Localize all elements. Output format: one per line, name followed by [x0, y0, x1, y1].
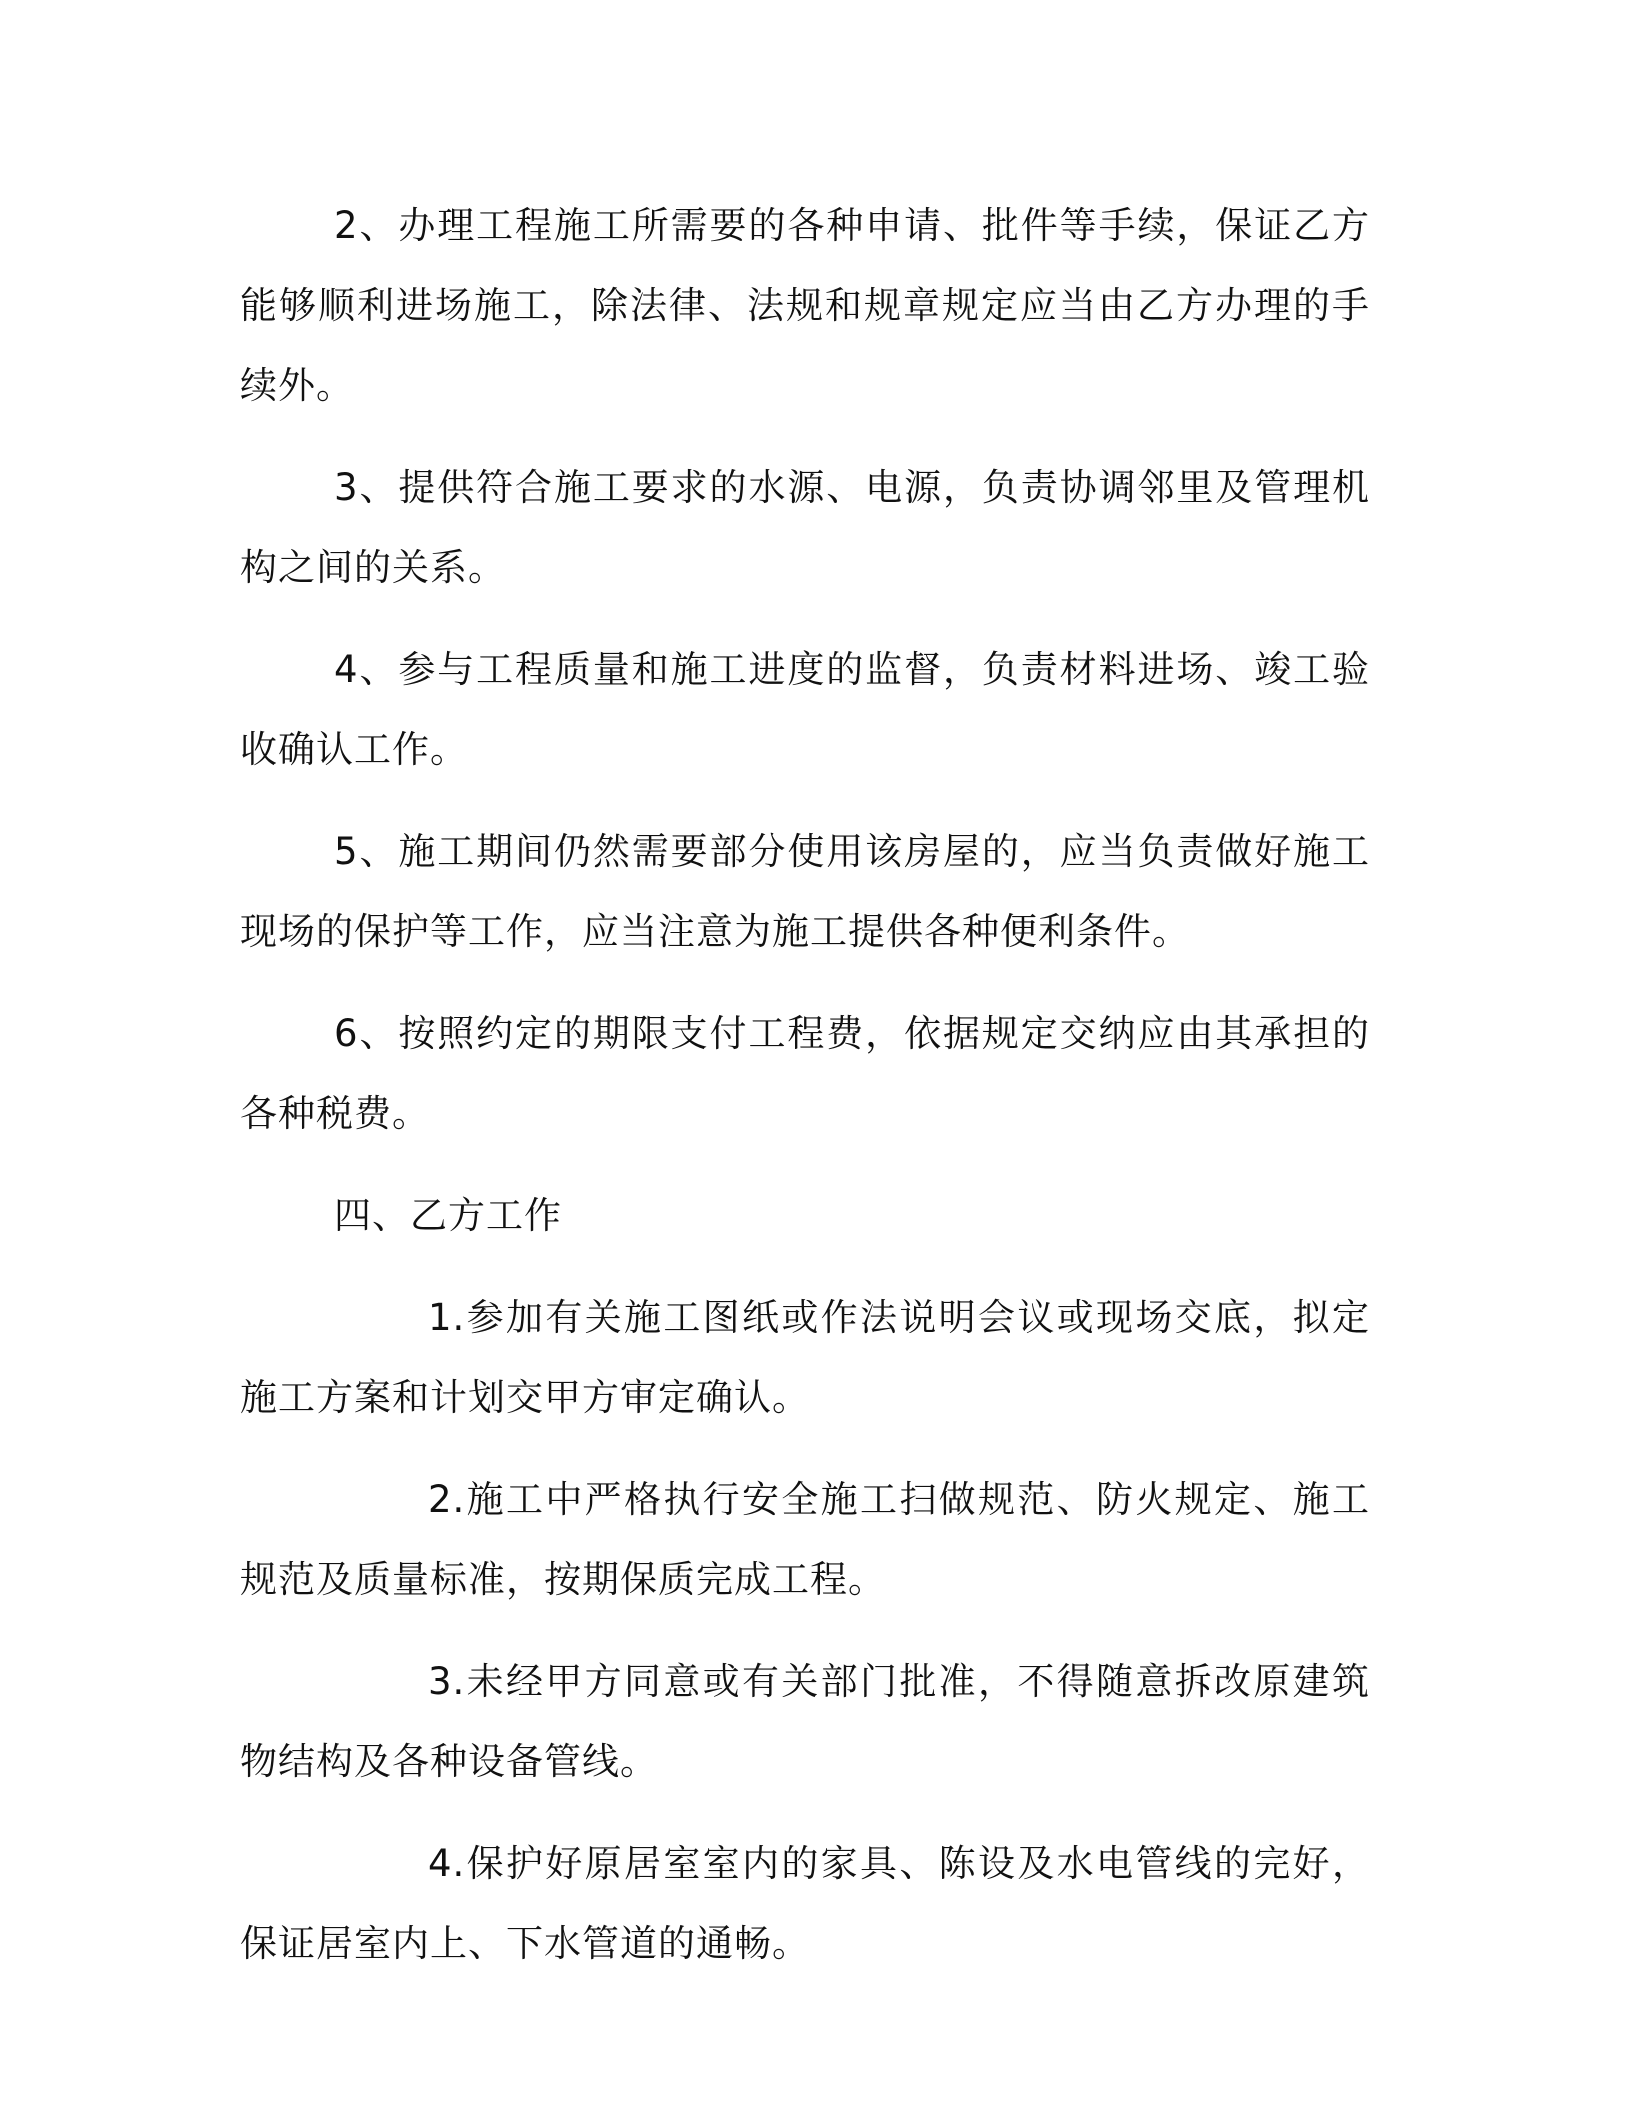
paragraph-party-b-item-2: 2.施工中严格执行安全施工扫做规范、防火规定、施工规范及质量标准，按期保质完成工程。 [240, 1478, 1370, 1601]
paragraph-party-a-item-3: 3、提供符合施工要求的水源、电源，负责协调邻里及管理机构之间的关系。 [240, 466, 1370, 589]
paragraph-party-a-item-6: 6、按照约定的期限支付工程费，依据规定交纳应由其承担的各种税费。 [240, 1012, 1370, 1135]
paragraph-party-a-item-5: 5、施工期间仍然需要部分使用该房屋的，应当负责做好施工现场的保护等工作，应当注意为施工提供各种便利条件。 [240, 830, 1370, 953]
paragraph-party-a-item-2: 2、办理工程施工所需要的各种申请、批件等手续，保证乙方能够顺利进场施工，除法律、法规和规章规定应当由乙方办理的手续外。 [240, 204, 1370, 407]
paragraph-party-b-item-1: 1.参加有关施工图纸或作法说明会议或现场交底，拟定施工方案和计划交甲方审定确认。 [240, 1296, 1370, 1419]
paragraph-party-a-item-4: 4、参与工程质量和施工进度的监督，负责材料进场、竣工验收确认工作。 [240, 648, 1370, 771]
section-heading-party-b: 四、乙方工作 [334, 1194, 562, 1237]
paragraph-party-b-item-4: 4.保护好原居室室内的家具、陈设及水电管线的完好，保证居室内上、下水管道的通畅。 [240, 1842, 1370, 1965]
paragraph-party-b-item-3: 3.未经甲方同意或有关部门批准，不得随意拆改原建筑物结构及各种设备管线。 [240, 1660, 1370, 1783]
document-body [240, 186, 1370, 2006]
